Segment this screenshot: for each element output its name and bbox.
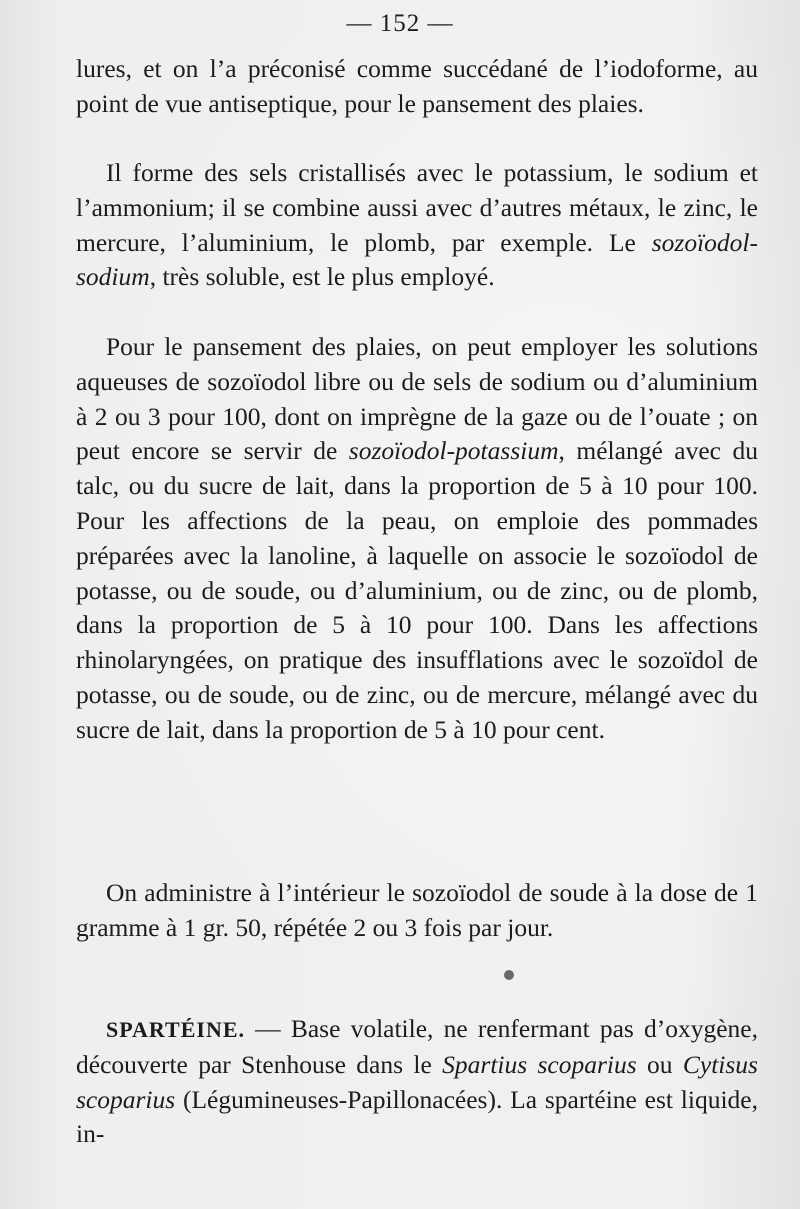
entry-sparteine [76, 1012, 758, 1152]
paragraph-text [76, 330, 758, 748]
italic-term: Spartius scoparius [442, 1049, 637, 1079]
text-run: , très soluble, est le plus employé. [149, 262, 495, 292]
paragraph-text: lures, et on l’a préconisé comme succédané de l’iodoforme, au point de vue antiseptique, pour le pansement des plaies. [76, 54, 758, 118]
italic-term: sozoïodol-potassium [348, 436, 559, 466]
italic-term: Cytisus scoparius [76, 1049, 758, 1114]
text-run: Pour le pansement des plaies, on peut employer les solutions aqueuses de sozoïodol libre ou de sels de sodium ou d’aluminium à 2 ou 3 pour 100, dont on imprègne de la gaze ou de l’ouate ; on peut encore se servir de [76, 332, 758, 466]
separator-dot [504, 970, 514, 980]
italic-term: sozoïodol-sodium [76, 227, 758, 292]
entry-heading: SPARTÉINE. [106, 1017, 246, 1042]
paragraph-dosage [76, 876, 758, 946]
text-run: ou [636, 1049, 683, 1079]
paragraph-dressing [76, 330, 758, 748]
page-number: — 152 — [346, 10, 454, 37]
paragraph-continuation [76, 52, 758, 122]
text-run: , mélangé avec du talc, ou du sucre de lait, dans la proportion de 5 à 10 pour 100. Pour les affections de la peau, on emploie des pommades préparées avec la lanoline, à laquelle on associe le sozoïodol de potasse, ou de soude, ou d’aluminium, ou de zinc, ou de plomb, dans la proportion de 5 à 10 pour 100. Dans les affections rhinolaryngées, on pratique des insufflations avec le sozoïdol de potasse, ou de soude, ou de zinc, ou de mercure, mélangé avec du sucre de lait, dans la proportion de 5 à 10 pour cent. [76, 436, 758, 744]
text-run: Il forme des sels cristallisés avec le potassium, le sodium et l’ammonium; il se combine aussi avec d’autres métaux, le zinc, le mercure, l’aluminium, le plomb, par exemple. Le [76, 158, 758, 257]
paragraph-text [76, 1012, 758, 1152]
paragraph-text [76, 156, 758, 295]
paragraph-text: On administre à l’intérieur le sozoïodol de soude à la dose de 1 gramme à 1 gr. 50, répétée 2 ou 3 fois par jour. [76, 878, 758, 942]
text-run: (Légumineuses-Papillonacées). La spartéine est liquide, in- [76, 1084, 758, 1149]
paragraph-salts [76, 156, 758, 295]
text-run: — Base volatile, ne renfermant pas d’oxygène, découverte par Stenhouse dans le [76, 1014, 758, 1079]
